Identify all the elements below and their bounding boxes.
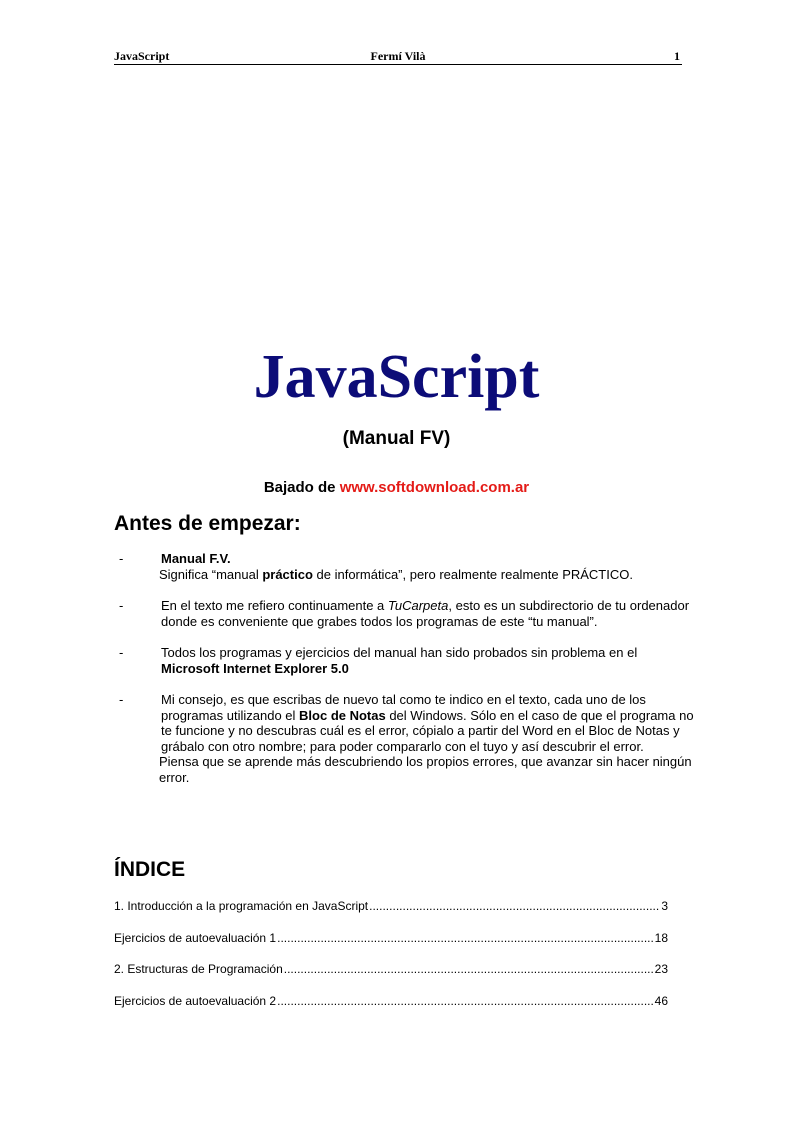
document-subtitle: (Manual FV)	[342, 428, 451, 449]
list-item	[114, 645, 694, 676]
list-item	[114, 598, 694, 629]
toc-entry-page: 18	[654, 930, 668, 945]
download-url[interactable]: www.softdownload.com.ar	[339, 479, 530, 496]
toc-leader-dots	[277, 994, 654, 1008]
document-title: JavaScript	[253, 343, 540, 411]
toc-leader-dots	[369, 899, 660, 913]
download-prefix: Bajado de	[263, 479, 340, 496]
text-run: En el texto me refiero continuamente a	[161, 598, 388, 613]
toc-entry-title: 1. Introducción a la programación en JavaScript	[114, 899, 369, 913]
download-line	[0, 479, 793, 496]
text-run: de informática”, pero realmente realmente PRÁCTICO.	[312, 566, 633, 582]
bullet-lead: Manual F.V.	[161, 551, 231, 566]
list-item	[114, 692, 694, 785]
text-run-bold: Bloc de Notas	[299, 707, 386, 723]
toc-entry[interactable]	[114, 994, 668, 1009]
bullet-note: Piensa que se aprende más descubriendo los propios errores, que avanzar sin hacer ningún error.	[159, 754, 692, 785]
bullet-text	[159, 567, 694, 583]
text-run: , esto es un subdirectorio de tu ordenador donde es conveniente que grabes todos los programas de este “tu manual”.	[161, 598, 690, 629]
bullet-dash: -	[119, 692, 124, 707]
section-heading-index: ÍNDICE	[114, 858, 186, 881]
table-of-contents	[114, 899, 668, 1025]
text-run: Mi consejo, es que escribas de nuevo tal como te indico en el texto, cada uno de los programas utilizando el	[161, 692, 646, 723]
bullet-dash: -	[119, 598, 124, 613]
toc-entry[interactable]	[114, 931, 668, 946]
intro-bullet-list	[114, 551, 694, 801]
header-left: JavaScript	[114, 49, 170, 63]
text-run: del Windows. Sólo en el caso de que el programa no te funcione y no descubras cuál es el error, cópialo a partir del Word en el Bloc de Notas y grábalo con otro nombre; para poder compararlo con el tuyo y así descubrir el error.	[161, 707, 694, 754]
toc-leader-dots	[284, 962, 654, 976]
bullet-dash: -	[119, 645, 124, 660]
toc-entry-page: 46	[654, 993, 668, 1008]
toc-entry-page: 23	[654, 962, 668, 976]
toc-entry-title: 2. Estructuras de Programación	[114, 962, 283, 976]
section-heading-before: Antes de empezar:	[114, 512, 301, 535]
header-author: Fermí Vilà	[370, 49, 426, 63]
toc-entry[interactable]	[114, 899, 668, 914]
toc-leader-dots	[277, 931, 654, 945]
text-run-bold: práctico	[262, 566, 313, 582]
bullet-text	[161, 598, 689, 629]
toc-entry-title: Ejercicios de autoevaluación 1	[114, 930, 277, 945]
page-header	[114, 48, 682, 65]
bullet-text	[161, 692, 694, 754]
toc-entry[interactable]	[114, 962, 668, 977]
bullet-dash: -	[119, 551, 124, 566]
text-run: Todos los programas y ejercicios del manual han sido probados sin problema en el	[161, 645, 638, 660]
toc-entry-page: 3	[661, 899, 668, 913]
text-run-bold: Microsoft Internet Explorer 5.0	[161, 660, 349, 676]
toc-entry-title: Ejercicios de autoevaluación 2	[114, 993, 277, 1008]
text-run-italic: TuCarpeta	[387, 598, 449, 613]
text-run: Significa “manual	[159, 566, 263, 582]
bullet-text	[161, 645, 637, 676]
list-item	[114, 551, 694, 582]
page-number: 1	[674, 49, 680, 63]
